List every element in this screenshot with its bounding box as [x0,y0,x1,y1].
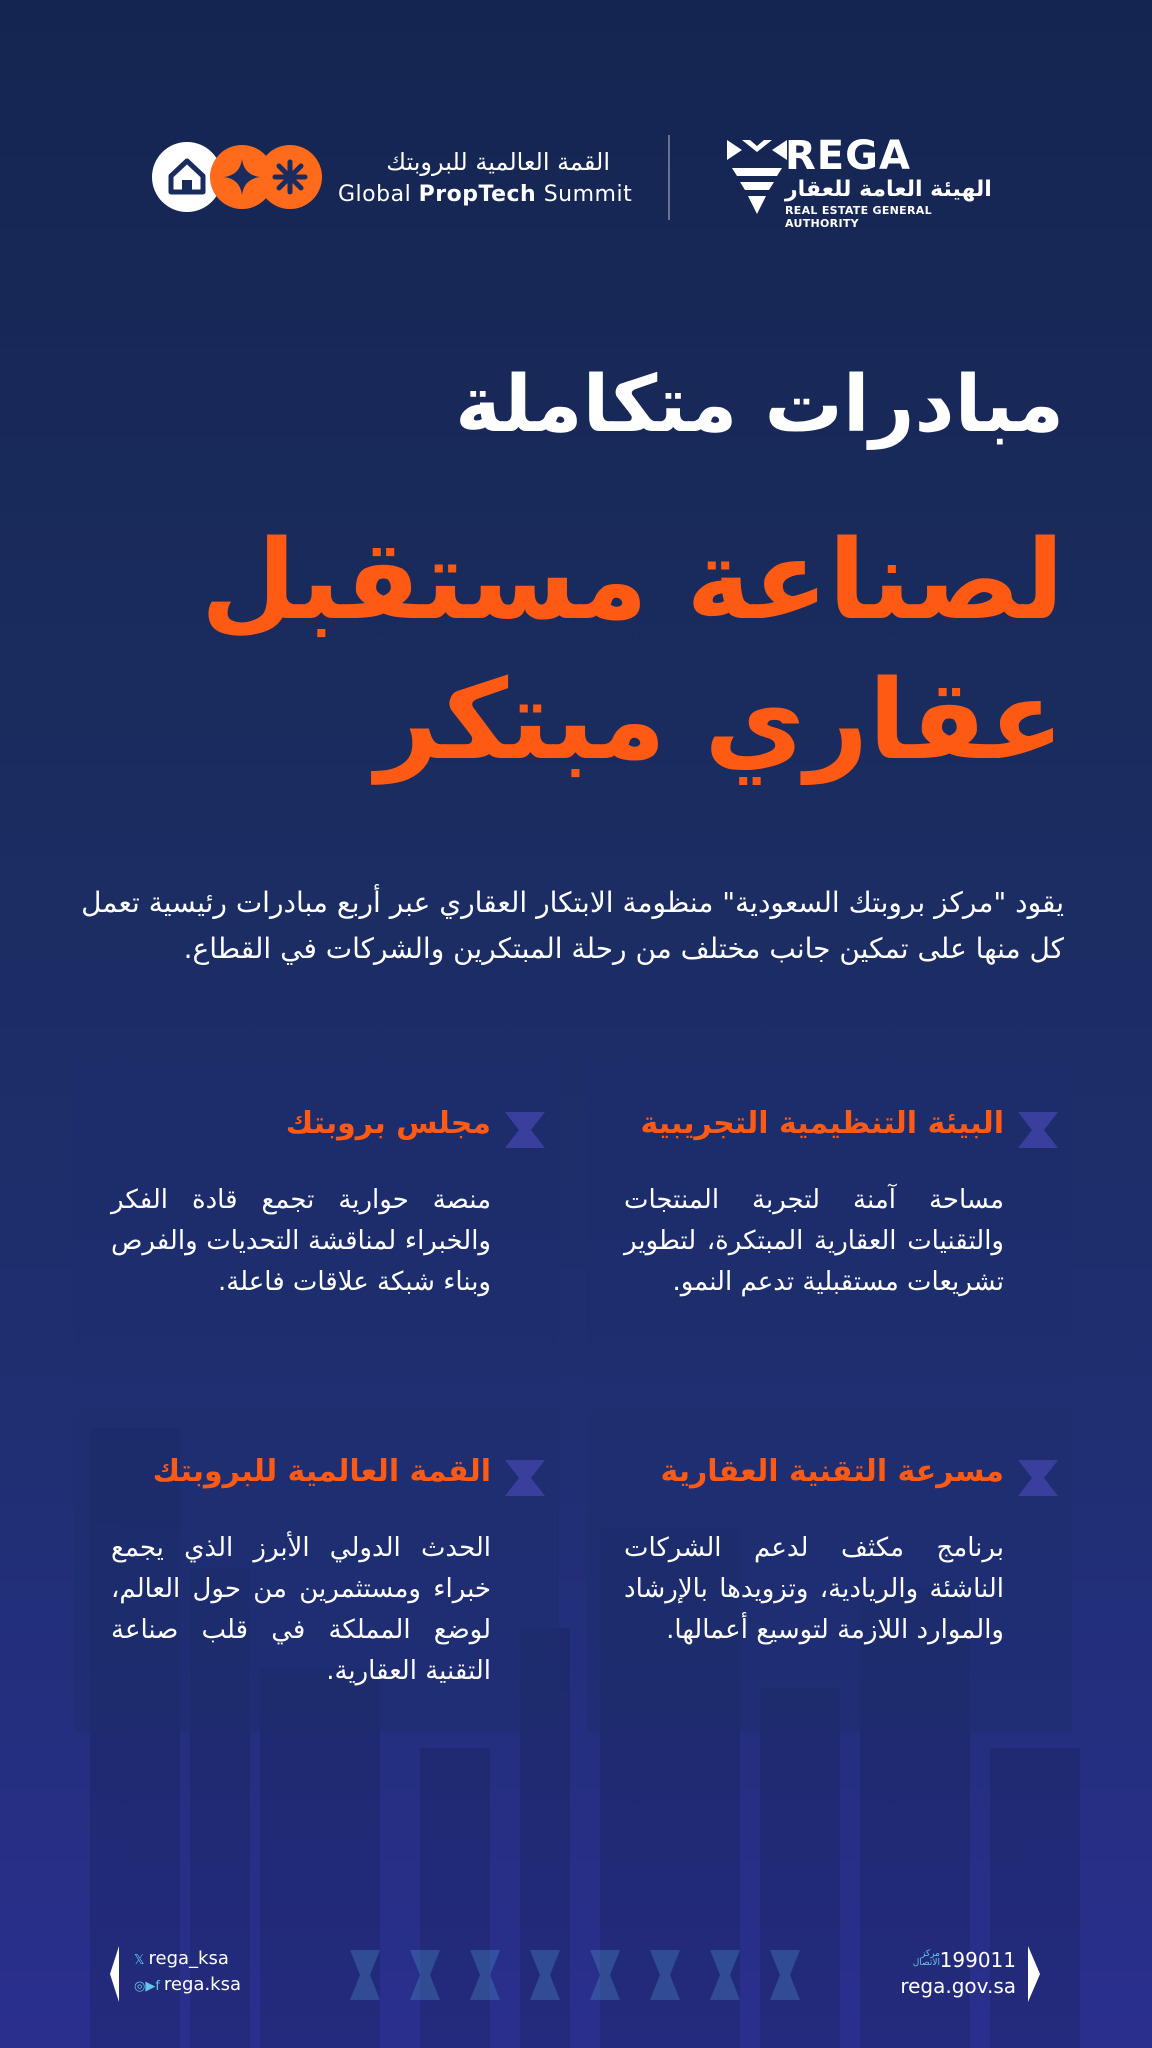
chevron-marker-icon [505,1460,545,1496]
card-body: مساحة آمنة لتجربة المنتجات والتقنيات العقارية المبتكرة، لتطوير تشريعات مستقبلية تدعم النمو. [624,1185,1004,1297]
rega-name-ar: الهيئة العامة للعقار [785,177,992,202]
contact-info [880,1946,1040,2002]
website-link[interactable]: rega.gov.sa [900,1974,1016,1998]
initiative-card-proptech-council [74,1062,559,1384]
card-title: البيئة التنظيمية التجريبية [640,1106,1004,1141]
initiative-card-global-summit [74,1410,559,1732]
summit-name-en: Global PropTech Summit [338,182,633,207]
phone-number[interactable]: 199011 [939,1948,1016,1972]
social-handle-link[interactable]: ◎▶f rega.ksa [134,1974,242,1995]
headline-primary: مبادرات متكاملة [455,360,1064,450]
rega-name-en: REAL ESTATE GENERAL AUTHORITY [785,204,932,230]
header [0,130,1152,230]
footer-right-bracket [1028,1946,1040,2002]
proptech-summit-logo [152,142,322,212]
sparkle-icon [224,159,260,195]
chevron-marker-icon [505,1112,545,1148]
initiative-card-regulatory-sandbox [587,1062,1072,1384]
footer-pattern-decoration [350,1950,810,2000]
proptech-summit-wordmark [338,148,633,207]
intro-paragraph: يقود "مركز بروبتك السعودية" منظومة الابتكار العقاري عبر أربع مبادرات رئيسية تعمل كل منها على تمكين جانب مختلف من رحلة المبتكرين والشركات في القطاع. [81,886,1064,965]
card-body: منصة حوارية تجمع قادة الفكر والخبراء لمناقشة التحديات والفرص وبناء شبكة علاقات فاعلة. [111,1185,491,1297]
card-title: مجلس بروبتك [285,1106,491,1141]
card-body: برنامج مكثف لدعم الشركات الناشئة والريادية، وتزويدها بالإرشاد والموارد اللازمة لتوسيع أعمالها. [624,1533,1004,1645]
rega-brand: REGA [785,133,911,179]
initiative-card-accelerator [587,1410,1072,1732]
summit-name-ar: القمة العالمية للبروبتك [386,148,610,176]
contact-center-label: مركز الاتصال [912,1949,940,1968]
footer-left-bracket [110,1946,119,2002]
rega-wordmark [785,133,1005,230]
x-icon: 𝕏 [134,1953,145,1968]
rega-emblem-icon [722,138,792,218]
x-handle-link[interactable]: 𝕏 rega_ksa [134,1948,229,1969]
chevron-marker-icon [1018,1112,1058,1148]
card-title: مسرعة التقنية العقارية [660,1454,1004,1489]
house-icon [167,156,207,196]
card-body: الحدث الدولي الأبرز الذي يجمع خبراء ومستثمرين من حول العالم، لوضع المملكة في قلب صناعة التقنية العقارية. [111,1533,491,1686]
chevron-marker-icon [1018,1460,1058,1496]
headline-accent [64,510,1064,790]
headline-accent-line-1: لصناعة مستقبل [200,516,1064,644]
asterisk-icon [272,159,308,195]
instagram-youtube-facebook-icons: ◎▶f [134,1979,160,1994]
logo-divider [668,135,670,220]
headline-accent-line-2: عقاري مبتكر [375,656,1064,784]
card-title: القمة العالمية للبروبتك [152,1454,491,1489]
